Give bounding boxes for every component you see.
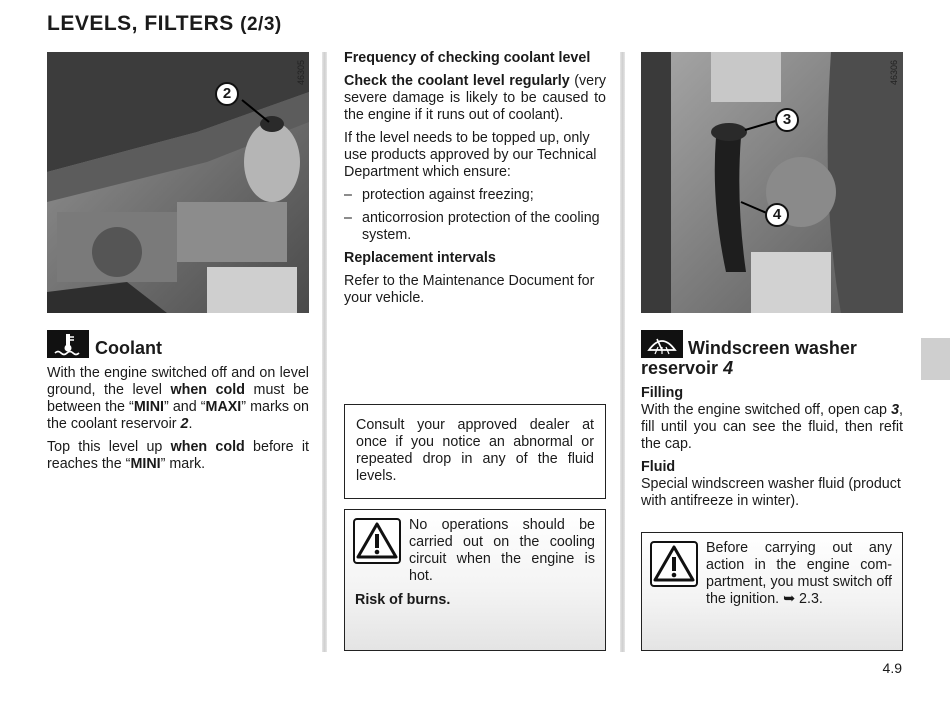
fluid-heading: Fluid [641,459,676,475]
engine-photo-washer [641,52,903,313]
washer-heading: Windscreen washer reservoir 4 [641,338,857,378]
warning-triangle-icon [650,541,698,587]
photo-code-right: 46306 [889,59,899,85]
coolant-text [47,365,309,479]
coolant-temperature-icon [47,330,89,358]
warning-ignition-text: Before carrying out any action in the engine compartment, you must switch off the ignition. ➥ 2.3. [706,540,892,607]
callout-4: 4 [765,203,789,227]
warning-box-ignition [641,532,903,651]
frequency-heading: Frequency of checking coolant level [344,50,591,66]
photo-code-left: 46305 [296,59,306,85]
washer-text [641,385,903,516]
washer-heading-number: 4 [723,358,734,378]
topup-paragraph: If the level needs to be topped up, only use products approved by our Technical Department which ensure: [344,130,597,180]
column-separator-left [322,52,327,652]
consult-dealer-text: Consult your approved dealer at once if you notice an abnormal or repeated drop in any of the fluid levels. [356,417,594,484]
middle-column-text [344,50,606,313]
check-paragraph: Check the coolant level regularly (very severe damage is likely to be caused to the engine if it runs out of coolant). [344,73,606,123]
bullet-item: – anticorrosion protection of the cooling system. [344,210,600,243]
callout-2: 2 [215,82,239,106]
page-number: 4.9 [882,660,902,676]
column-separator-right [620,52,625,652]
warning-triangle-icon [353,518,401,564]
page-title: LEVELS, FILTERS (2/3) [47,12,282,35]
page-part: (2/3) [240,14,282,35]
bullet-item: – protection against freezing; [344,187,534,203]
filling-text: With the engine switched off, open cap 3, fill until you can see the fluid, then refit the cap. [641,402,903,452]
replacement-heading: Replacement intervals [344,250,496,266]
filling-heading: Filling [641,385,684,401]
fluid-text: Special windscreen washer fluid (product with antifreeze in winter). [641,476,901,509]
warning-box-hot-engine [344,509,606,651]
risk-of-burns: Risk of burns. [355,592,451,608]
coolant-paragraph-1: With the engine switched off and on level ground, the level when cold must be between the “MINI” and “MAXI” marks on the coolant reservoir 2. [47,365,310,432]
coolant-heading: Coolant [95,338,162,358]
warning-hot-engine-text: No operations should be carried out on the cooling circuit when the engine is hot. [409,517,595,584]
callout-3: 3 [775,108,799,132]
chapter-side-tab [921,338,950,380]
coolant-paragraph-2: Top this level up when cold before it reaches the “MINI” mark. [47,439,309,472]
replacement-text: Refer to the Maintenance Document for your vehicle. [344,273,595,306]
consult-dealer-box [344,404,606,499]
engine-photo-coolant [47,52,309,313]
